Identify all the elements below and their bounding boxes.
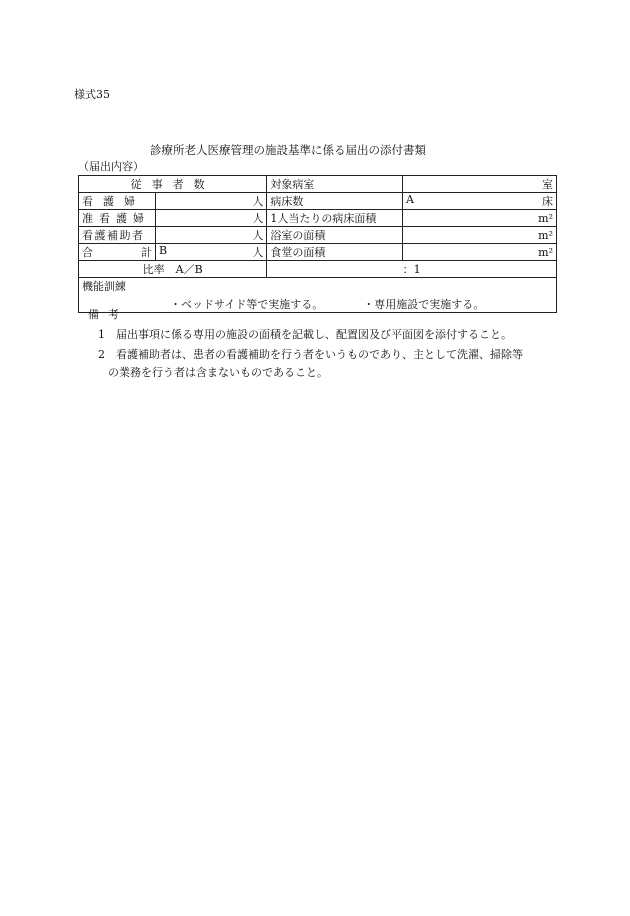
note-item-continued: の業務を行う者は含まないものであること。	[108, 366, 328, 379]
item-unit: m²	[403, 210, 557, 227]
row-label-assistant-nurse: 准看護婦	[79, 210, 156, 227]
staff-unit: 人	[155, 210, 266, 227]
table-row	[79, 210, 557, 227]
row-label-nurse: 看護婦	[79, 193, 156, 210]
item-unit: 床	[542, 195, 553, 208]
target-ward-header: 対象病室	[267, 176, 403, 193]
note-item: 2 看護補助者は、患者の看護補助を行う者をいうものであり、主として洗濯、掃除等	[98, 348, 523, 361]
item-label: 食堂の面積	[267, 244, 403, 261]
total-label-right: 計	[140, 246, 152, 259]
note-item: 1 届出事項に係る専用の施設の面積を記載し、配置図及び平面図を添付すること。	[98, 328, 512, 341]
staff-unit: 人	[155, 193, 266, 210]
ward-unit: 室	[403, 176, 557, 193]
training-option-bedside: ・ベッドサイド等で実施する。	[170, 298, 324, 311]
item-value-cell	[403, 193, 557, 210]
ratio-row	[79, 261, 557, 278]
notes-heading: 備考	[88, 308, 128, 321]
item-label: 1人当たりの病床面積	[267, 210, 403, 227]
training-row	[79, 278, 557, 313]
form-table	[78, 175, 557, 313]
item-label: 病床数	[267, 193, 403, 210]
total-value-cell	[155, 244, 266, 261]
table-row	[79, 227, 557, 244]
total-label-left: 合	[82, 246, 93, 259]
item-unit: m²	[403, 227, 557, 244]
staff-count-header: 従事者数	[79, 176, 267, 193]
table-header-row	[79, 176, 557, 193]
staff-unit: 人	[252, 246, 264, 259]
staff-unit: 人	[155, 227, 266, 244]
item-unit: m²	[403, 244, 557, 261]
mark-b: B	[158, 244, 168, 257]
mark-a: A	[406, 193, 414, 206]
content-label: （届出内容）	[78, 160, 144, 173]
ratio-value: ：1	[267, 261, 557, 278]
form-number: 様式35	[74, 88, 110, 101]
table-row	[79, 244, 557, 261]
item-label: 浴室の面積	[267, 227, 403, 244]
ratio-label: 比率 A／B	[79, 261, 267, 278]
training-cell	[79, 278, 557, 313]
table-row	[79, 193, 557, 210]
training-option-dedicated: ・専用施設で実施する。	[363, 298, 485, 311]
row-label-nursing-aide: 看護補助者	[79, 227, 156, 244]
document-title: 診療所老人医療管理の施設基準に係る届出の添付書類	[150, 143, 426, 157]
training-label: 機能訓練	[82, 280, 126, 293]
row-label-total	[79, 244, 156, 261]
